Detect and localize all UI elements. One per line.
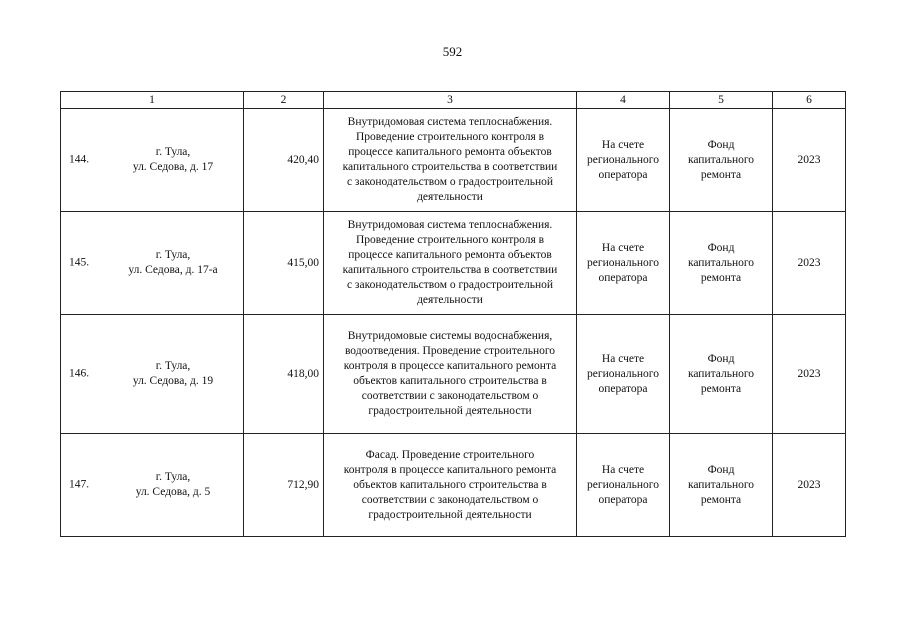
area-cell: 418,00 bbox=[244, 315, 324, 434]
header-row bbox=[61, 92, 846, 109]
work-line: Фасад. Проведение строительного bbox=[365, 448, 535, 461]
address-cell bbox=[61, 109, 244, 212]
area-cell: 415,00 bbox=[244, 212, 324, 315]
address-cell bbox=[61, 212, 244, 315]
table-row bbox=[61, 315, 846, 434]
work-line: Внутридомовые системы водоснабжения, bbox=[347, 330, 553, 342]
year-cell: 2023 bbox=[773, 109, 846, 212]
fund-line: Фонд bbox=[707, 463, 735, 476]
work-line: водоотведения. Проведение строительного bbox=[344, 345, 556, 357]
work-line: с законодательством о градостроительной bbox=[346, 176, 554, 188]
work-line: объектов капитального строительства в bbox=[353, 375, 547, 387]
address-cell bbox=[61, 315, 244, 434]
column-header: 4 bbox=[577, 92, 670, 109]
fund-line: капитального bbox=[687, 367, 755, 380]
column-header: 6 bbox=[773, 92, 846, 109]
work-line: процессе капитального ремонта объектов bbox=[348, 249, 552, 261]
address-street: ул. Седова, д. 19 bbox=[132, 375, 214, 387]
column-header: 2 bbox=[244, 92, 324, 109]
account-line: На счете bbox=[601, 138, 645, 151]
work-line: капитального строительства в соответствии bbox=[342, 264, 558, 276]
work-line: Внутридомовая система теплоснабжения. bbox=[347, 219, 553, 231]
work-description-cell bbox=[324, 109, 577, 212]
row-number: 144. bbox=[69, 153, 90, 166]
account-line: оператора bbox=[598, 168, 648, 181]
work-line: деятельности bbox=[417, 294, 483, 306]
account-line: оператора bbox=[598, 493, 648, 506]
area-cell: 420,40 bbox=[244, 109, 324, 212]
account-line: регионального bbox=[587, 367, 659, 380]
account-cell bbox=[577, 315, 670, 434]
year-cell: 2023 bbox=[773, 315, 846, 434]
account-line: На счете bbox=[601, 352, 645, 365]
year-cell: 2023 bbox=[773, 434, 846, 537]
column-header: 1 bbox=[61, 92, 244, 109]
account-cell bbox=[577, 212, 670, 315]
fund-cell bbox=[670, 109, 773, 212]
address-street: ул. Седова, д. 5 bbox=[135, 486, 211, 498]
work-line: соответствии с законодательством о bbox=[361, 493, 539, 506]
table-row bbox=[61, 109, 846, 212]
account-line: регионального bbox=[587, 153, 659, 166]
address-street: ул. Седова, д. 17-а bbox=[128, 264, 218, 276]
address-street: ул. Седова, д. 17 bbox=[132, 161, 214, 173]
account-line: оператора bbox=[598, 271, 648, 284]
work-line: градостроительной деятельности bbox=[368, 508, 532, 521]
work-line: с законодательством о градостроительной bbox=[346, 279, 554, 291]
column-header: 5 bbox=[670, 92, 773, 109]
work-line: контроля в процессе капитального ремонта bbox=[343, 463, 557, 476]
account-line: На счете bbox=[601, 241, 645, 254]
work-line: Проведение строительного контроля в bbox=[355, 131, 545, 143]
fund-line: ремонта bbox=[700, 493, 742, 506]
work-description-cell bbox=[324, 212, 577, 315]
fund-line: Фонд bbox=[707, 241, 735, 254]
fund-line: Фонд bbox=[707, 352, 735, 365]
row-number: 145. bbox=[69, 256, 90, 269]
fund-line: ремонта bbox=[700, 271, 742, 284]
fund-cell bbox=[670, 434, 773, 537]
work-line: процессе капитального ремонта объектов bbox=[348, 146, 552, 158]
area-cell: 712,90 bbox=[244, 434, 324, 537]
address-city: г. Тула, bbox=[155, 360, 191, 372]
work-line: соответствии с законодательством о bbox=[361, 390, 539, 402]
address-cell bbox=[61, 434, 244, 537]
account-line: оператора bbox=[598, 382, 648, 395]
fund-line: Фонд bbox=[707, 138, 735, 151]
table-row bbox=[61, 434, 846, 537]
fund-line: капитального bbox=[687, 256, 755, 269]
address-city: г. Тула, bbox=[155, 471, 191, 483]
fund-line: капитального bbox=[687, 153, 755, 166]
fund-cell bbox=[670, 315, 773, 434]
work-line: Проведение строительного контроля в bbox=[355, 234, 545, 246]
works-table bbox=[60, 91, 846, 537]
work-description-cell bbox=[324, 315, 577, 434]
table-header bbox=[61, 92, 846, 109]
table-row bbox=[61, 212, 846, 315]
account-line: регионального bbox=[587, 256, 659, 269]
work-line: деятельности bbox=[417, 191, 483, 203]
account-cell bbox=[577, 109, 670, 212]
account-cell bbox=[577, 434, 670, 537]
page-number: 592 bbox=[442, 44, 463, 59]
row-number: 146. bbox=[69, 367, 90, 380]
work-line: контроля в процессе капитального ремонта bbox=[343, 360, 557, 372]
work-line: капитального строительства в соответствии bbox=[342, 161, 558, 173]
work-line: Внутридомовая система теплоснабжения. bbox=[347, 116, 553, 128]
address-city: г. Тула, bbox=[155, 146, 191, 158]
work-line: градостроительной деятельности bbox=[368, 405, 532, 417]
address-city: г. Тула, bbox=[155, 249, 191, 261]
row-number: 147. bbox=[69, 478, 90, 491]
work-description-cell bbox=[324, 434, 577, 537]
fund-line: капитального bbox=[687, 478, 755, 491]
work-line: объектов капитального строительства в bbox=[353, 478, 547, 491]
column-header: 3 bbox=[324, 92, 577, 109]
fund-line: ремонта bbox=[700, 382, 742, 395]
year-cell: 2023 bbox=[773, 212, 846, 315]
fund-cell bbox=[670, 212, 773, 315]
fund-line: ремонта bbox=[700, 168, 742, 181]
account-line: регионального bbox=[587, 478, 659, 491]
account-line: На счете bbox=[601, 463, 645, 476]
